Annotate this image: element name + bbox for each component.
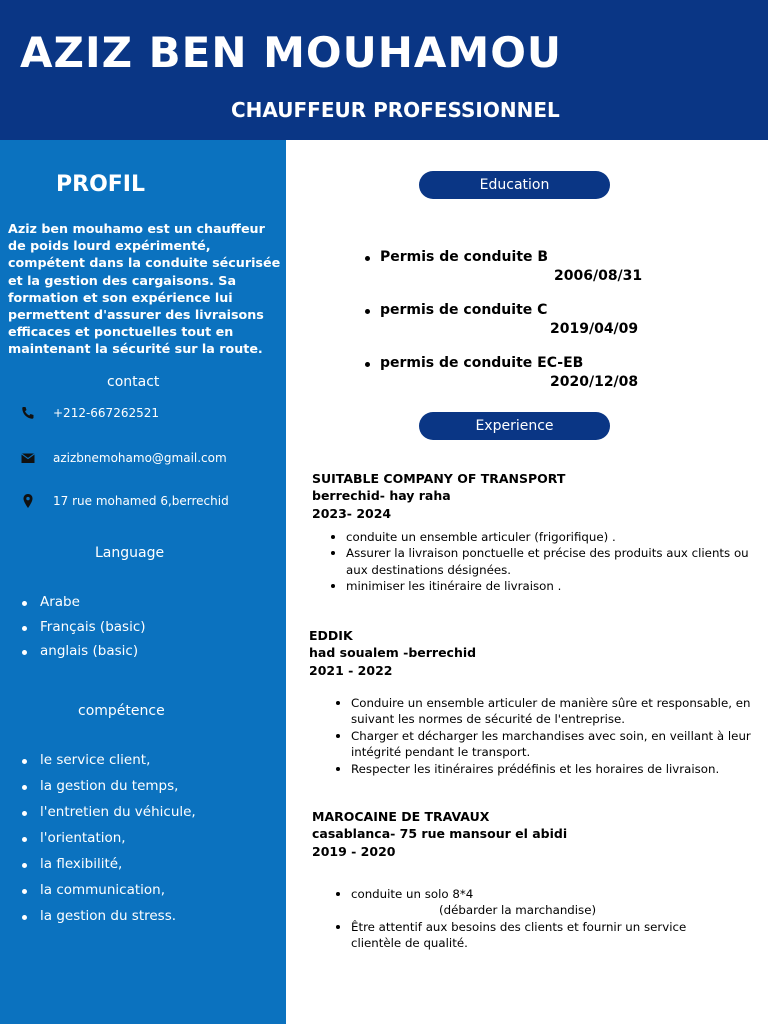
education-item	[364, 355, 654, 390]
job-header	[312, 470, 565, 522]
list-item: anglais (basic)	[20, 643, 146, 668]
education-date: 2006/08/31	[554, 268, 643, 284]
job-period: 2019 - 2020	[312, 843, 396, 859]
education-name: Permis de conduite B	[364, 249, 654, 265]
job-period: 2021 - 2022	[309, 662, 393, 678]
job-title: CHAUFFEUR PROFESSIONNEL	[231, 98, 560, 122]
profil-text: Aziz ben mouhamo est un chauffeur de poids lourd expérimenté, compétent dans la conduite sécurisée et la gestion des cargaisons. Sa formation et son expérience lui permettent d'assurer des livraisons efficaces et ponctuelles tout en maintenant la sécurité sur la route.	[8, 221, 281, 357]
location-pin-icon	[20, 493, 36, 509]
list-item: conduite un solo 8*4	[334, 886, 714, 902]
job-header	[309, 627, 476, 679]
list-item: la gestion du temps,	[20, 778, 196, 804]
phone-number: +212-667262521	[53, 406, 160, 420]
job-tasks	[334, 695, 758, 777]
profil-heading: PROFIL	[56, 172, 145, 197]
job-location: had soualem -berrechid	[309, 645, 477, 661]
job-header	[312, 808, 567, 860]
company-name: MAROCAINE DE TRAVAUX	[312, 809, 490, 824]
job-period: 2023- 2024	[312, 505, 392, 521]
list-item: Être attentif aux besoins des clients et fournir un service clientèle de qualité.	[334, 919, 714, 952]
job-tasks	[329, 529, 749, 595]
list-item: l'entretien du véhicule,	[20, 804, 196, 830]
list-item: (débarder la marchandise)	[439, 903, 597, 918]
language-heading: Language	[95, 545, 165, 561]
header-banner	[0, 0, 768, 140]
job-location: berrechid- hay raha	[312, 488, 451, 504]
mail-icon	[20, 450, 36, 466]
sidebar	[0, 140, 286, 1024]
education-heading: Education	[419, 171, 610, 199]
job-location: casablanca- 75 rue mansour el abidi	[312, 826, 568, 842]
education-name: permis de conduite EC-EB	[364, 355, 654, 371]
list-item: Assurer la livraison ponctuelle et précise des produits aux clients ou aux destinations désignées.	[329, 545, 749, 578]
company-name: SUITABLE COMPANY OF TRANSPORT	[312, 471, 566, 486]
list-item: Conduire un ensemble articuler de manière sûre et responsable, en suivant les normes de sécurité de l'entreprise.	[334, 695, 758, 728]
list-item: l'orientation,	[20, 830, 196, 856]
candidate-name: AZIZ BEN MOUHAMOU	[20, 28, 562, 77]
list-item: conduite un ensemble articuler (frigorifique) .	[329, 529, 749, 545]
language-list	[20, 594, 146, 668]
education-date: 2019/04/09	[550, 321, 639, 337]
competence-list	[20, 752, 196, 934]
education-item	[364, 302, 654, 337]
education-item	[364, 249, 654, 284]
phone-icon	[20, 405, 36, 421]
list-item: Respecter les itinéraires prédéfinis et les horaires de livraison.	[334, 761, 758, 777]
experience-heading: Experience	[419, 412, 610, 440]
education-date: 2020/12/08	[550, 374, 639, 390]
list-item: Arabe	[20, 594, 146, 619]
job-tasks	[334, 886, 714, 952]
list-item: la communication,	[20, 882, 196, 908]
education-name: permis de conduite C	[364, 302, 654, 318]
list-item: la gestion du stress.	[20, 908, 196, 934]
competence-heading: compétence	[78, 703, 165, 719]
list-item: Charger et décharger les marchandises avec soin, en veillant à leur intégrité pendant le transport.	[334, 728, 758, 761]
street-address: 17 rue mohamed 6,berrechid	[53, 494, 229, 508]
list-item: Français (basic)	[20, 619, 146, 644]
email-address: azizbnemohamo@gmail.com	[53, 451, 227, 465]
list-item: minimiser les itinéraire de livraison .	[329, 578, 749, 594]
contact-heading: contact	[107, 374, 160, 390]
list-item: le service client,	[20, 752, 196, 778]
company-name: EDDIK	[309, 628, 353, 643]
list-item: la flexibilité,	[20, 856, 196, 882]
